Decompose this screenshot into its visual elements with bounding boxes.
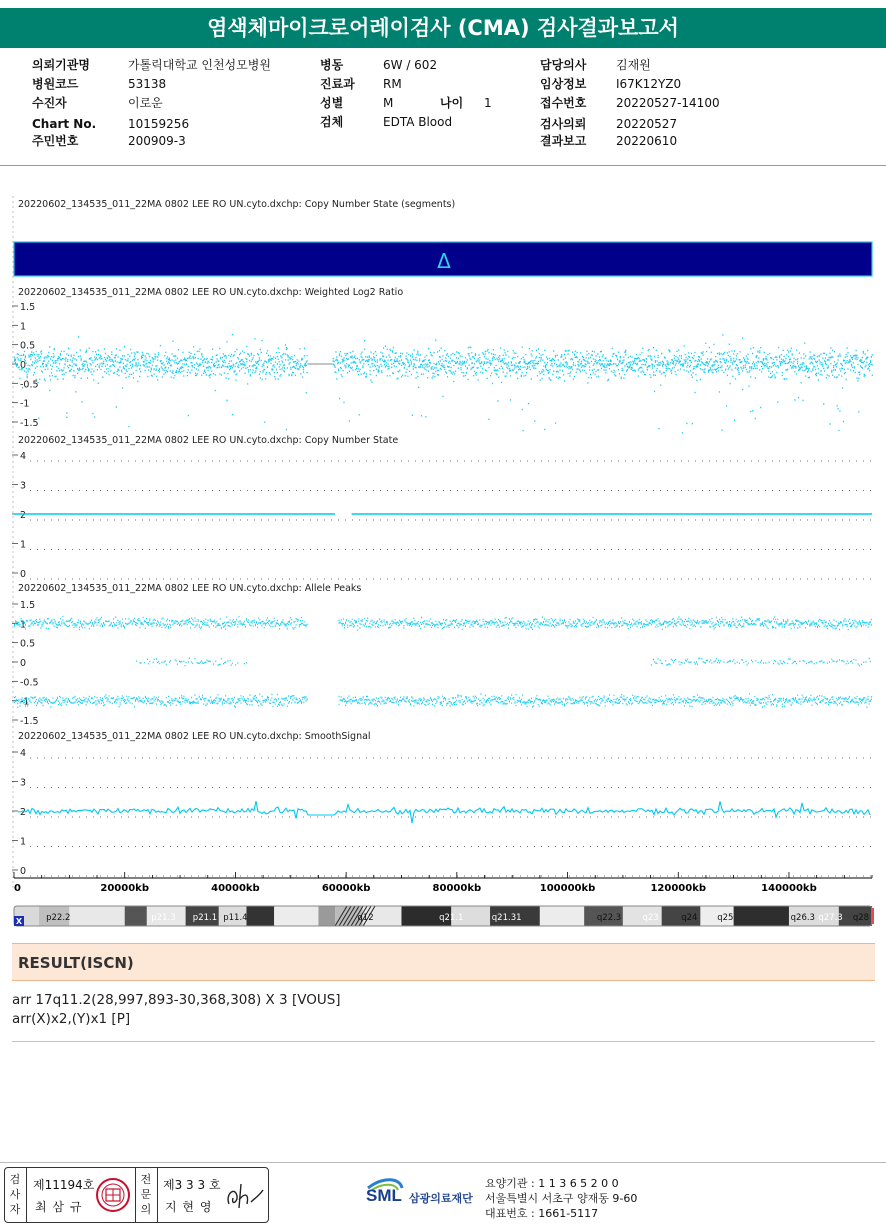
ideogram-band-label: q28 — [852, 913, 870, 923]
y-tick-label-cn: 4 — [20, 451, 27, 462]
logo-name: 삼광의료재단 — [409, 1192, 473, 1205]
info-value: RM — [383, 77, 402, 91]
allele-peak-points — [14, 616, 872, 707]
y-tick-label-log2: 0 — [20, 360, 27, 371]
ideogram-band-label: q21.31 — [491, 913, 522, 923]
cma-plots — [0, 178, 886, 938]
log2-ratio-points — [14, 335, 873, 433]
organization-info — [485, 1176, 637, 1221]
org-line: 요양기관 : 1 1 3 6 5 2 0 0 — [485, 1177, 619, 1190]
chromosome-label: X — [15, 917, 23, 926]
info-value: 10159256 — [128, 117, 190, 131]
signer2-no: 제3 3 3 호 — [163, 1178, 221, 1192]
signer2-label: 전문의 — [140, 1173, 152, 1216]
y-tick-label-log2: -1.5 — [20, 418, 39, 429]
ideogram-band-label: q21.1 — [439, 913, 464, 923]
handwritten-signature-icon — [223, 1180, 267, 1214]
y-tick-label-allele: 0.5 — [20, 638, 36, 650]
ideogram-band — [69, 906, 124, 926]
ideogram-band-label: q12 — [357, 913, 374, 923]
ideogram-end-cap — [871, 908, 874, 924]
info-label: 결과보고 — [540, 134, 587, 148]
info-label: 수진자 — [32, 96, 67, 110]
info-value: M — [383, 96, 394, 110]
x-tick-label: 60000kb — [321, 883, 371, 894]
y-tick-label-cn: 3 — [20, 480, 27, 492]
info-value: 20220527-14100 — [616, 96, 720, 110]
y-tick-label-allele: 1 — [20, 619, 27, 631]
plot-svg — [0, 178, 886, 938]
ideogram-band-label: q26.3 — [790, 913, 815, 923]
info-value: I67K12YZ0 — [616, 77, 682, 91]
segment-marker: Δ — [437, 249, 451, 273]
ideogram-band — [125, 906, 147, 926]
ideogram-band-label: p11.4 — [223, 913, 248, 923]
info-value: 김재원 — [616, 58, 651, 72]
ideogram-band-label: p22.2 — [46, 913, 71, 923]
info-label: 검체 — [320, 115, 344, 129]
signer2-name: 지 현 영 — [165, 1200, 213, 1214]
y-tick-label-cn: 0 — [20, 569, 27, 580]
ideogram-band — [540, 906, 584, 926]
info-value: 53138 — [128, 77, 167, 91]
sml-logo — [364, 1174, 484, 1218]
info-value: 이로운 — [128, 96, 163, 110]
ideogram-band-label: q27.3 — [818, 913, 843, 923]
result-line: arr 17q11.2(28,997,893-30,368,308) X 3 [VOUS] — [12, 992, 341, 1008]
info-value: 20220527 — [616, 117, 678, 131]
panel-title-allele: 20220602_134535_011_22MA 0802 LEE RO UN.cyto.dxchp: Allele Peaks — [18, 583, 362, 594]
x-tick-label: 40000kb — [211, 883, 260, 894]
x-tick-label: 140000kb — [761, 883, 817, 894]
y-tick-label-log2: 1 — [20, 321, 27, 333]
ideogram-band-label: q24 — [681, 913, 698, 923]
info-label: 주민번호 — [32, 134, 79, 148]
patient-info — [0, 54, 886, 164]
signer1-no: 제11194호 — [33, 1178, 95, 1192]
info-value: 20220610 — [616, 134, 678, 148]
logo-text: SML — [366, 1186, 402, 1205]
y-tick-label-allele: -1.5 — [20, 716, 39, 727]
divider — [0, 165, 886, 166]
signer1-label: 검사자 — [9, 1173, 21, 1216]
y-tick-label-log2: 1.5 — [20, 302, 36, 313]
ideogram-band-label: p21.1 — [192, 913, 218, 923]
x-tick-label: 80000kb — [432, 883, 482, 894]
info-value: EDTA Blood — [383, 115, 453, 129]
x-tick-label: 100000kb — [539, 883, 596, 894]
y-tick-label-smooth: 4 — [20, 748, 27, 759]
smooth-signal-line — [18, 801, 870, 823]
ideogram-band-label: q25 — [717, 913, 734, 923]
info-value: 6W / 602 — [383, 58, 438, 72]
panel-title-smooth: 20220602_134535_011_22MA 0802 LEE RO UN.cyto.dxchp: SmoothSignal — [18, 731, 371, 742]
y-tick-label-log2: -1 — [20, 398, 30, 410]
report-title: 염색체마이크로어레이검사 (CMA) 검사결과보고서 — [0, 8, 886, 48]
y-tick-label-smooth: 0 — [20, 866, 27, 877]
info-value: 가톨릭대학교 인천성모병원 — [128, 58, 271, 72]
y-tick-label-log2: -0.5 — [20, 379, 39, 391]
info-label: 병동 — [320, 58, 344, 72]
ideogram-band — [274, 906, 318, 926]
footer-divider — [0, 1162, 886, 1163]
info-label: 나이 — [440, 96, 464, 110]
info-label: 진료과 — [320, 77, 355, 91]
signer1-name: 최 삼 규 — [35, 1200, 83, 1214]
ideogram-band-label: q23 — [642, 913, 659, 923]
y-tick-label-allele: 1.5 — [20, 600, 36, 611]
signature-box — [4, 1167, 269, 1223]
y-tick-label-log2: 0.5 — [20, 340, 36, 352]
ideogram-band-label: p21.3 — [151, 913, 176, 923]
y-tick-label-cn: 1 — [20, 539, 27, 551]
panel-title-segments: 20220602_134535_011_22MA 0802 LEE RO UN.cyto.dxchp: Copy Number State (segments) — [18, 199, 456, 210]
x-tick-label: 20000kb — [100, 883, 150, 894]
ideogram-band — [734, 906, 789, 926]
org-line: 서울특별시 서초구 양재동 9-60 — [485, 1192, 638, 1205]
org-line: 대표번호 : 1661-5117 — [485, 1207, 599, 1220]
result-line: arr(X)x2,(Y)x1 [P] — [12, 1011, 131, 1027]
seal-stamp-icon — [95, 1177, 131, 1213]
x-tick-label: 0 — [14, 883, 21, 894]
info-label: 접수번호 — [540, 96, 587, 110]
info-label: 병원코드 — [32, 77, 79, 91]
y-tick-label-cn: 2 — [20, 510, 27, 521]
info-label: Chart No. — [32, 117, 97, 131]
info-label: 의뢰기관명 — [32, 58, 90, 72]
ideogram-band — [246, 906, 274, 926]
y-tick-label-allele: -1 — [20, 696, 30, 708]
panel-title-cn: 20220602_134535_011_22MA 0802 LEE RO UN.cyto.dxchp: Copy Number State — [18, 435, 399, 446]
ideogram-band-label: q22.3 — [596, 913, 622, 923]
result-text — [12, 991, 341, 1029]
info-label: 성별 — [320, 96, 344, 110]
result-heading: RESULT(ISCN) — [12, 943, 875, 981]
y-tick-label-allele: 0 — [20, 658, 27, 669]
info-label: 담당의사 — [540, 58, 587, 72]
y-tick-label-smooth: 3 — [20, 777, 27, 789]
info-label: 검사의뢰 — [540, 117, 587, 131]
info-value: 1 — [484, 96, 492, 110]
result-divider — [12, 1041, 875, 1042]
y-tick-label-smooth: 2 — [20, 807, 27, 818]
panel-title-log2: 20220602_134535_011_22MA 0802 LEE RO UN.cyto.dxchp: Weighted Log2 Ratio — [18, 287, 404, 298]
info-label: 임상정보 — [540, 77, 587, 91]
y-tick-label-allele: -0.5 — [20, 677, 39, 689]
ideogram-band — [318, 906, 335, 926]
y-tick-label-smooth: 1 — [20, 836, 27, 848]
info-value: 200909-3 — [128, 134, 186, 148]
x-tick-label: 120000kb — [650, 883, 707, 894]
